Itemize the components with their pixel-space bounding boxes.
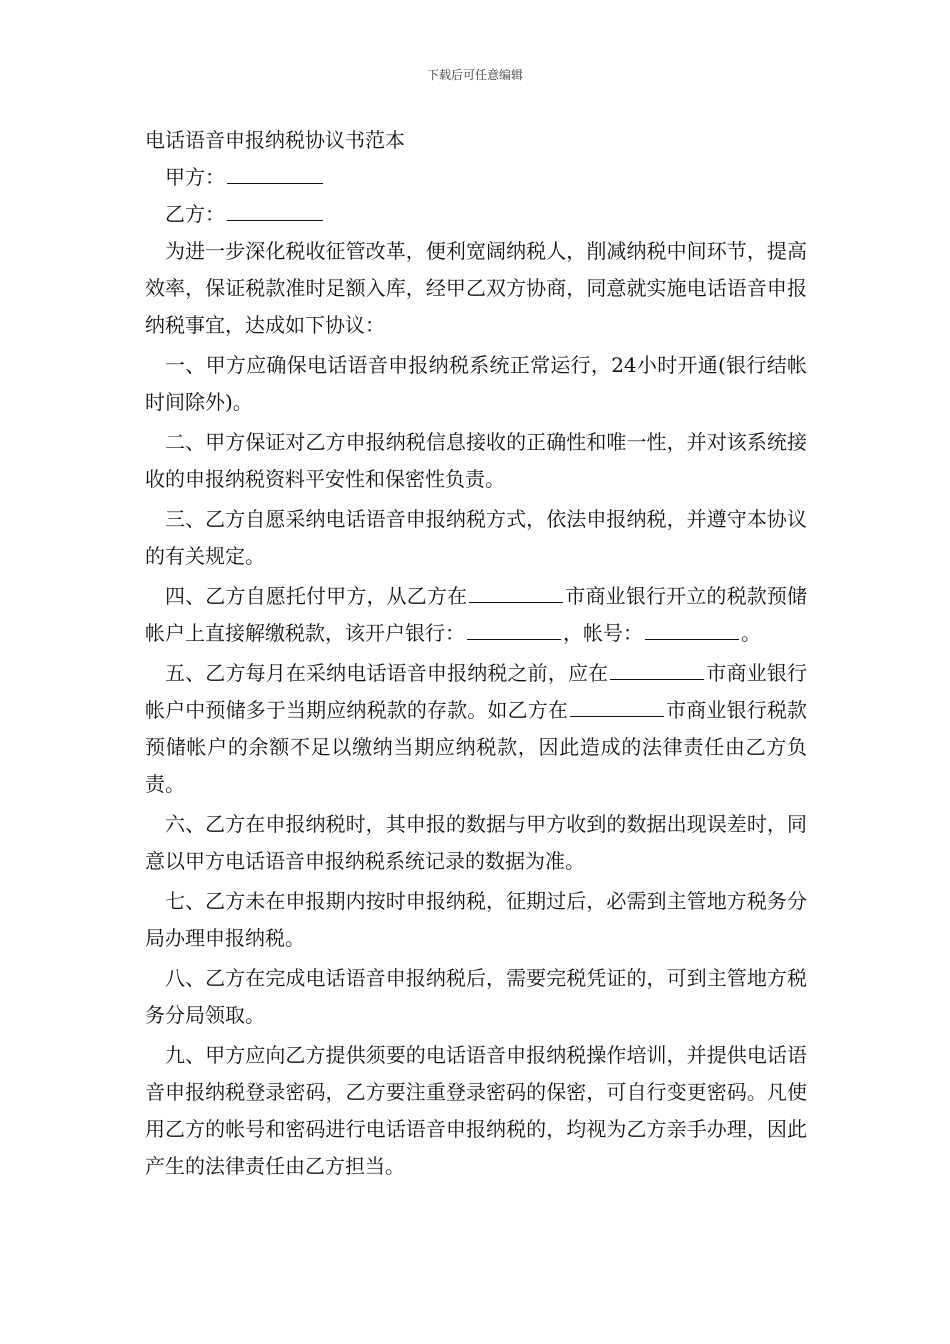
clause-7: 七、乙方未在申报期内按时申报纳税，征期过后，必需到主管地方税务分局办理申报纳税。: [145, 889, 807, 950]
city-blank-2: [610, 659, 704, 680]
document-title: 电话语音申报纳税协议书范本: [145, 128, 405, 152]
clause-5-text-1: 五、乙方每月在采纳电话语音申报纳税之前，应在: [165, 661, 609, 685]
clause-5: [145, 655, 807, 803]
clause-2: 二、甲方保证对乙方申报纳税信息接收的正确性和唯一性，并对该系统接收的申报纳税资料平安性和保密性负责。: [145, 430, 807, 491]
bank-name-blank: [467, 619, 561, 640]
intro-paragraph: 为进一步深化税收征管改革，便利宽阔纳税人，削减纳税中间环节，提高效率，保证税款准时足额入库，经甲乙双方协商，同意就实施电话语音申报纳税事宜，达成如下协议：: [145, 239, 807, 337]
clause-4-text-2: 市商业银行开立的税款预储帐户上直接解缴税款，该开户银行：: [145, 584, 808, 645]
document-body: [145, 122, 807, 1185]
clause-4-text-3: ，帐号：: [563, 621, 643, 645]
clause-4-text-4: 。: [741, 621, 761, 645]
clause-4-text-1: 四、乙方自愿托付甲方，从乙方在: [165, 584, 468, 608]
party-a-blank: [227, 163, 323, 184]
clause-6: 六、乙方在申报纳税时，其申报的数据与甲方收到的数据出现误差时，同意以甲方电话语音申报纳税系统记录的数据为准。: [145, 812, 807, 873]
city-blank-3: [570, 696, 664, 717]
header-note: 下载后可任意编辑: [426, 68, 523, 82]
clause-1: 一、甲方应确保电话语音申报纳税系统正常运行，24小时开通(银行结帐时间除外)。: [145, 353, 807, 414]
party-a-label: 甲方：: [165, 165, 225, 189]
clause-9: 九、甲方应向乙方提供须要的电话语音申报纳税操作培训，并提供电话语音申报纳税登录密码，乙方要注重登录密码的保密，可自行变更密码。凡使用乙方的帐号和密码进行电话语音申报纳税的，均视为乙方亲手办理，因此产生的法律责任由乙方担当。: [145, 1043, 807, 1178]
clause-4: [145, 578, 807, 652]
party-b-line: [145, 196, 807, 233]
clause-3: 三、乙方自愿采纳电话语音申报纳税方式，依法申报纳税，并遵守本协议的有关规定。: [145, 507, 807, 568]
account-number-blank: [645, 619, 739, 640]
party-a-line: [145, 159, 807, 196]
clause-5-text-3: 市商业银行税款预储帐户的余额不足以缴纳当期应纳税款，因此造成的法律责任由乙方负责。: [145, 698, 807, 796]
party-b-label: 乙方：: [165, 202, 225, 226]
clause-8: 八、乙方在完成电话语音申报纳税后，需要完税凭证的，可到主管地方税务分局领取。: [145, 966, 807, 1027]
city-blank-1: [469, 582, 563, 603]
clause-5-text-2: 市商业银行帐户中预储多于当期应纳税款的存款。如乙方在: [145, 661, 808, 722]
party-b-blank: [227, 200, 323, 221]
